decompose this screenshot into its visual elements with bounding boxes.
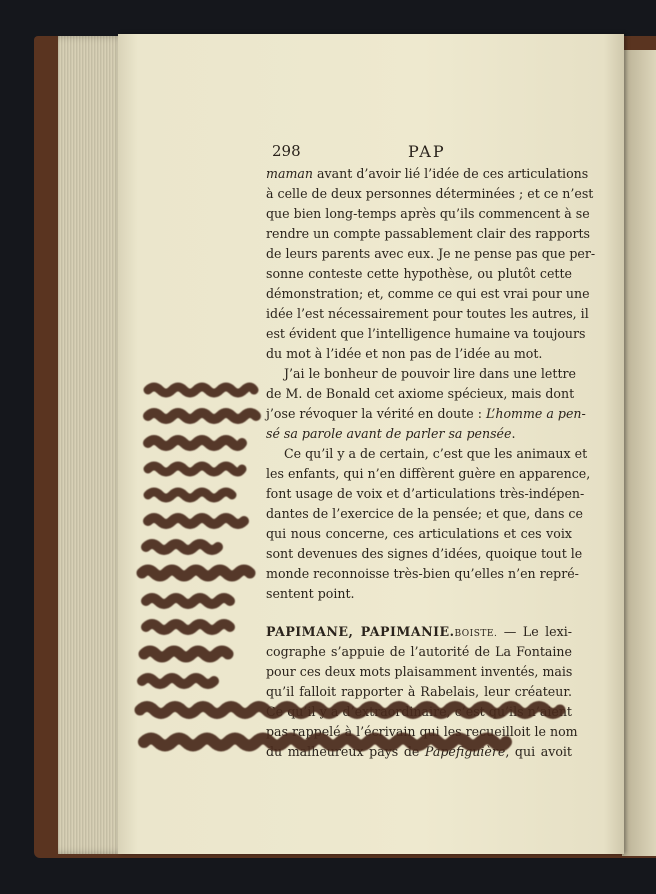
text-line: sonne conteste cette hypothèse, ou plutôt cette	[266, 266, 572, 281]
scribble-line	[146, 624, 230, 630]
text-line: monde reconnoisse très-bien qu’elles n’en repré-	[266, 566, 579, 581]
scribble-line	[148, 466, 242, 472]
entry-headword: PAPIMANE, PAPIMANIE.	[266, 624, 455, 639]
page-number: 298	[272, 142, 301, 160]
scribble-line	[146, 544, 218, 550]
text-line: du mot à l’idée et non pas de l’idée au mot.	[266, 346, 543, 361]
scribble-line	[148, 492, 232, 498]
entry-first-line: PAPIMANE, PAPIMANIE.BOISTE. — Le lexi-	[266, 624, 572, 639]
text-line: démonstration; et, comme ce qui est vrai pour une	[266, 286, 590, 301]
text-line: J’ai le bonheur de pouvoir lire dans une lettre	[284, 366, 576, 381]
scribble-line	[148, 518, 244, 524]
text-line: sé sa parole avant de parler sa pensée.	[266, 426, 516, 441]
text-line: font usage de voix et d’articulations très-indépen-	[266, 486, 585, 501]
text-line: qu’il falloit rapporter à Rabelais, leur créateur.	[266, 684, 572, 699]
text-line: du malheureux pays de Papefiguière, qui avoit	[266, 744, 572, 759]
text-line: maman avant d’avoir lié l’idée de ces articulations	[266, 166, 589, 181]
scribble-line	[148, 387, 254, 393]
text-line: pas rappelé à l’écrivain qui les recueilloit le nom	[266, 724, 578, 739]
scribble-line	[142, 678, 214, 684]
text-line: de leurs parents avec eux. Je ne pense pas que per-	[266, 246, 596, 261]
text-line: sentent point.	[266, 586, 355, 601]
scribble-line	[148, 440, 242, 446]
text-line: de M. de Bonald cet axiome spécieux, mais dont	[266, 386, 575, 401]
text-line: Ce qu’il y a de certain, c’est que les animaux et	[284, 446, 588, 461]
scribble-line	[144, 739, 506, 746]
text-line: que bien long-temps après qu’ils commencent à se	[266, 206, 590, 221]
text-line: qui nous concerne, ces articulations et ces voix	[266, 526, 572, 541]
text-line: dantes de l’exercice de la pensée; et que, dans ce	[266, 506, 583, 521]
running-head: PAP	[408, 142, 446, 161]
text-line: cographe s’appuie de l’autorité de La Fontaine	[266, 644, 572, 659]
text-line: pour ces deux mots plaisamment inventés, mais	[266, 664, 573, 679]
scribble-line	[144, 651, 228, 657]
scribble-line	[140, 707, 560, 714]
text-line: à celle de deux personnes déterminées ; et ce n’est	[266, 186, 594, 201]
text-line: sont devenues des signes d’idées, quoique tout le	[266, 546, 583, 561]
entry-source: BOISTE.	[454, 629, 498, 639]
scribble-line	[142, 570, 250, 576]
text-line: les enfants, qui n’en diffèrent guère en apparence,	[266, 466, 591, 481]
text-line: j’ose révoquer la vérité en doute : L’homme a pen-	[266, 406, 586, 421]
text-line: rendre un compte passablement clair des rapports	[266, 226, 591, 241]
text-line: Ce qu’il y a d’extraordinaire, c’est qu’ils n’aient	[266, 704, 572, 719]
text-line: idée l’est nécessairement pour toutes les autres, il	[266, 306, 589, 321]
scribble-line	[146, 598, 230, 604]
text-line: est évident que l’intelligence humaine va toujours	[266, 326, 586, 341]
scribble-line	[148, 413, 256, 419]
